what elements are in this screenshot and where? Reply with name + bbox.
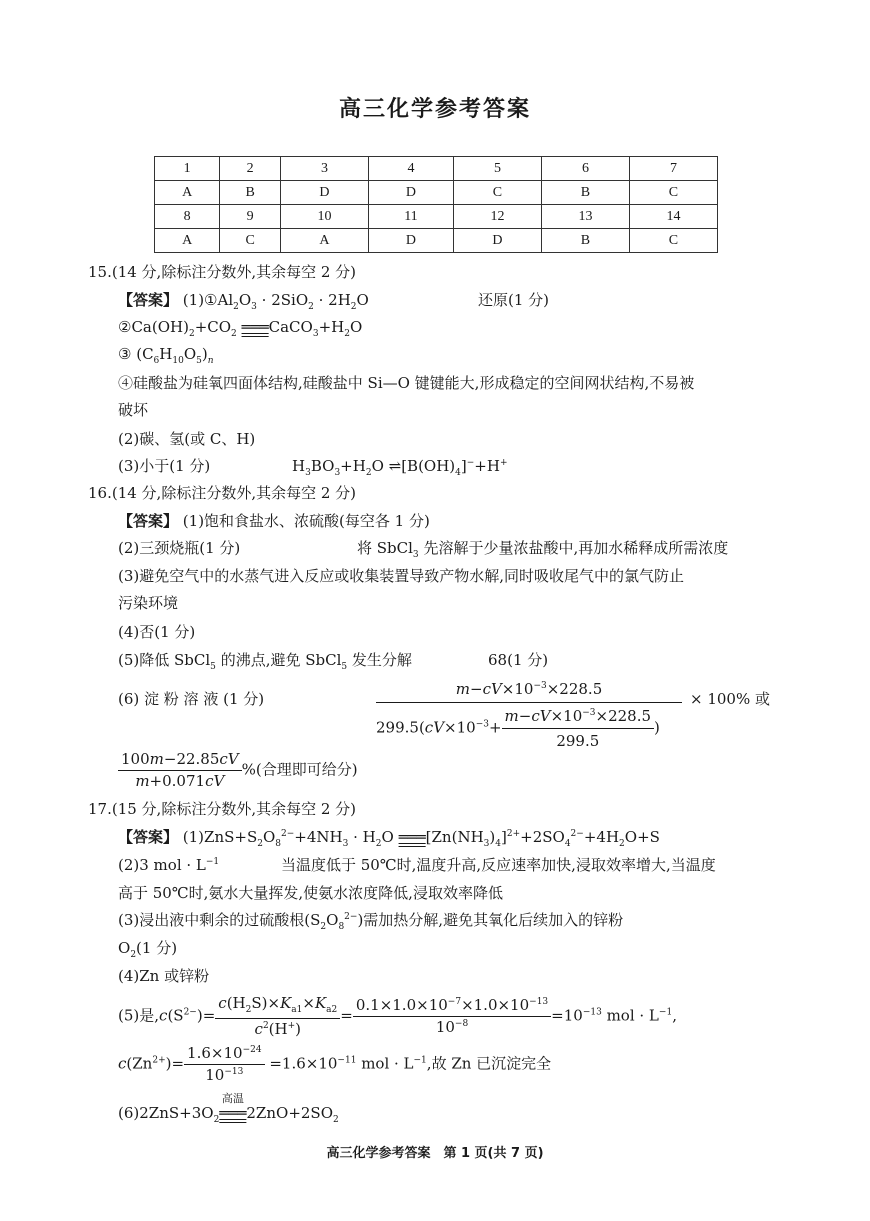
- answer-table-cell: 7: [629, 157, 717, 181]
- q16-line-7: (6) 淀 粉 溶 液 (1 分): [118, 690, 265, 708]
- q15-line-7a: (3)小于(1 分): [118, 457, 211, 475]
- q16-text: (5)降低 SbCl: [118, 651, 211, 669]
- q15-line-6: (2)碳、氢(或 C、H): [118, 430, 256, 448]
- answer-table-cell: 13: [541, 205, 629, 229]
- q17-line-9: $(6)2ZnS+3O_2$ 高温 $═══2ZnO+2SO_2$: [118, 1092, 339, 1125]
- q16-line-6d: 68(1 分): [488, 651, 549, 669]
- answer-table-row: [155, 157, 718, 181]
- q15-line-5: 破坏: [118, 401, 149, 419]
- q16-line-2b: 将 SbCl$_3$ 先溶解于少量浓盐酸中,再加水稀释成所需浓度: [357, 539, 729, 560]
- answer-table-cell: 1: [155, 157, 220, 181]
- q17-line-6: (4)Zn 或锌粉: [118, 967, 210, 985]
- q17-line-5: $O_2(1$ 分): [118, 939, 178, 960]
- q15-text: ③ (C: [118, 345, 154, 363]
- answer-table-row: [155, 229, 718, 253]
- answer-table-cell: C: [629, 229, 717, 253]
- answer-table-cell: C: [629, 181, 717, 205]
- q17-text: (2)3 mol · L: [118, 856, 206, 874]
- answer-table-cell: 9: [220, 205, 281, 229]
- answer-table-cell: 2: [220, 157, 281, 181]
- answer-table-cell: D: [453, 229, 541, 253]
- q17-line-1: 【答案】 $(1)ZnS+S_2O_8^{2-}+4NH_3 \cdot H_2O$ $═══[Zn(NH_3)_4]^{2+}+2SO_4^{2-}+4H_2O+S$: [118, 828, 660, 849]
- q16-text: 将 SbCl: [357, 539, 413, 557]
- q15-text: (1)①Al: [182, 291, 234, 309]
- q16-line-7-tail: × 100% 或: [690, 690, 770, 708]
- q15-line-4: ④硅酸盐为硅氧四面体结构,硅酸盐中 Si—O 键键能大,形成稳定的空间网状结构,不易被: [118, 374, 695, 392]
- q16-text: %(合理即可给分): [241, 760, 358, 779]
- answer-table-cell: D: [368, 181, 453, 205]
- answer-tag: 【答案】: [118, 291, 179, 309]
- answer-table-cell: C: [220, 229, 281, 253]
- q15-text: H: [292, 457, 306, 475]
- answer-table-cell: 8: [155, 205, 220, 229]
- page-title: 高三化学参考答案: [338, 97, 531, 122]
- q17-text: (3)浸出液中剩余的过硫酸根(S: [118, 911, 321, 929]
- answer-table-cell: A: [280, 229, 368, 253]
- q17-line-3: 高于 50℃时,氨水大量挥发,使氨水浓度降低,浸取效率降低: [118, 884, 503, 902]
- q16-line-4: 污染环境: [118, 594, 179, 612]
- answer-table-row: [155, 181, 718, 205]
- q16-line-2a: (2)三颈烧瓶(1 分): [118, 539, 241, 557]
- q15-line-1-tail: 还原(1 分): [478, 291, 550, 309]
- answer-table-cell: 12: [453, 205, 541, 229]
- q17-line-2b: 当温度低于 50℃时,温度升高,反应速率加快,浸取效率增大,当温度: [281, 856, 716, 874]
- q15-line-7b: $H_3BO_3+H_2O$ $\rightleftharpoons[B(OH)_4]^-+H^+$: [292, 457, 508, 478]
- q17-text: O: [118, 939, 131, 957]
- reaction-condition: 高温: [221, 1092, 244, 1105]
- answer-table-cell: 6: [541, 157, 629, 181]
- answer-table-cell: 3: [280, 157, 368, 181]
- q17-line-8: $c(Zn^{2+})=$ $\frac{1.6\times 10^{-24}}{10^{-13}}$ $=1.6\times 10^{-11}$ mol · $L^{-1}$,故 Zn 已沉淀完全: [118, 1044, 552, 1084]
- answer-table-cell: A: [155, 181, 220, 205]
- q16-line-3: (3)避免空气中的水蒸气进入反应或收集装置导致产物水解,同时吸收尾气中的氯气防止: [118, 567, 685, 585]
- q15-text: ②Ca(OH): [118, 318, 189, 336]
- q17-header: 17.(15 分,除标注分数外,其余每空 2 分): [88, 800, 357, 818]
- answer-table-cell: 14: [629, 205, 717, 229]
- q16-text: (1)饱和食盐水、浓硫酸(每空各 1 分): [182, 512, 430, 530]
- answer-table-cell: 5: [453, 157, 541, 181]
- q16-line-8: $\frac{100m-22.85cV}{m+0.071cV}$ %(合理即可给分): [118, 752, 358, 789]
- answer-table-cell: A: [155, 229, 220, 253]
- q15-line-1: 【答案】 $(1)①Al_2O_3 \cdot 2SiO_2 \cdot 2H_2O$: [118, 291, 369, 312]
- answer-table-cell: 11: [368, 205, 453, 229]
- purity-formula: $m-cV\times 10^{-3}\times 228.5$ $299.5(cV\times 10^{-3}+$ $\frac{m-cV\times 10^{-3}\times 228.5}{299.5}$ ): [376, 680, 682, 750]
- q17-text: (1 分): [136, 939, 178, 957]
- answer-table-cell: C: [453, 181, 541, 205]
- q16-header: 16.(14 分,除标注分数外,其余每空 2 分): [88, 484, 357, 502]
- q15-header: 15.(14 分,除标注分数外,其余每空 2 分): [88, 263, 357, 281]
- answer-table-cell: 4: [368, 157, 453, 181]
- answer-table: [154, 156, 718, 253]
- q16-text: 先溶解于少量浓盐酸中,再加水稀释成所需浓度: [423, 539, 729, 557]
- q16-text: 发生分解: [351, 651, 412, 669]
- q17-text: (5)是,: [118, 1006, 160, 1025]
- answer-table-cell: B: [541, 229, 629, 253]
- q17-line-4: (3)浸出液中剩余的过硫酸根$(S_2O_8^{2-})$需加热分解,避免其氧化后续加入的锌粉: [118, 911, 624, 932]
- q15-line-2: $②Ca(OH)_2+CO_2$ $═══CaCO_3+H_2O$: [118, 318, 363, 339]
- page-footer: 高三化学参考答案 第 1 页(共 7 页): [326, 1146, 544, 1161]
- answer-table-cell: B: [541, 181, 629, 205]
- q16-line-5: (4)否(1 分): [118, 623, 196, 641]
- answer-tag: 【答案】: [118, 512, 179, 530]
- q16-line-6: (5)降低 SbCl$_5$ 的沸点,避免 SbCl$_5$ 发生分解: [118, 651, 412, 672]
- q17-line-7: (5)是$,c(S^{2-})=$ $\frac{c(H_2S)\times K_{a1}\times K_{a2}}{c^2(H^+)}$ = $\frac{0.1\times 1.0\times 10^{-7}\times 1.0\times 10^{-13}}{10^{-8}}$ $=10^{-13}$ mol · $L^{-1}$,: [118, 994, 677, 1038]
- q17-line-2a: (2)3 mol · $L^{-1}$: [118, 856, 220, 874]
- answer-table-cell: D: [368, 229, 453, 253]
- answer-table-cell: D: [280, 181, 368, 205]
- q15-line-3: ③ $(C_6H_{10}O_5)_n$: [118, 345, 214, 366]
- q16-text: 的沸点,避免 SbCl: [220, 651, 342, 669]
- q17-text: )需加热分解,避免其氧化后续加入的锌粉: [357, 911, 624, 929]
- answer-table-cell: B: [220, 181, 281, 205]
- answer-table-cell: 10: [280, 205, 368, 229]
- q17-text: ,故 Zn 已沉淀完全: [426, 1054, 552, 1073]
- q16-line-1: [118, 514, 430, 529]
- answer-tag: 【答案】: [118, 828, 179, 846]
- q17-text: (6)2ZnS+3O: [118, 1104, 214, 1122]
- answer-table-row: [155, 205, 718, 229]
